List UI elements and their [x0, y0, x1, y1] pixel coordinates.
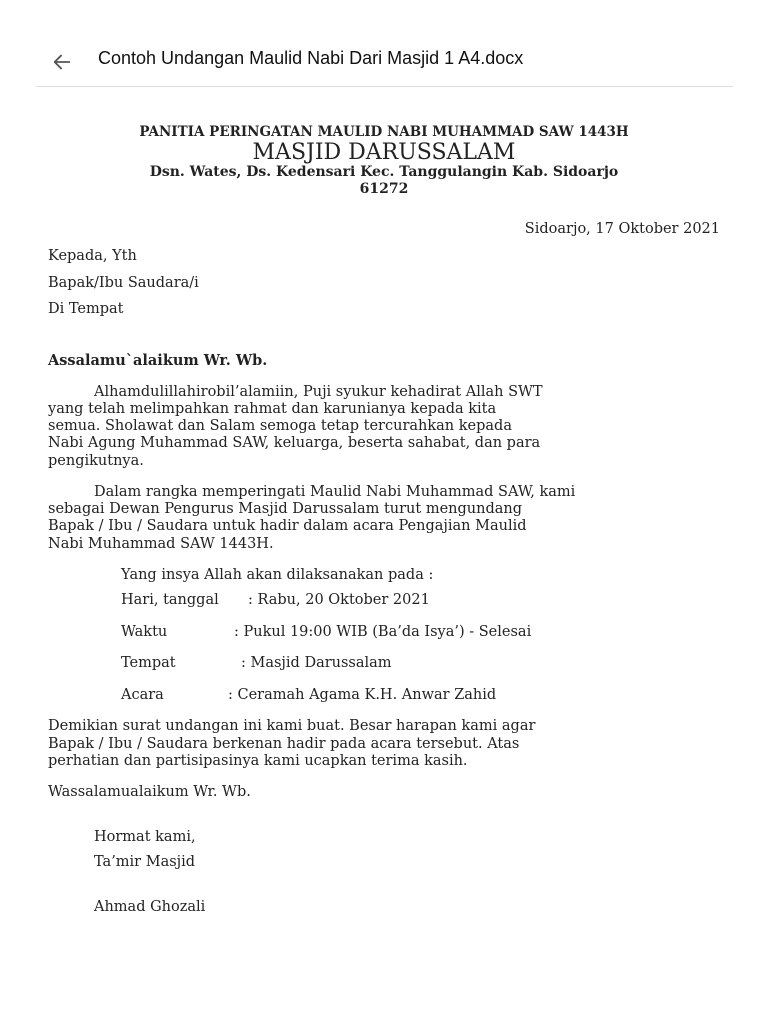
detail-value-event: : Ceramah Agama K.H. Anwar Zahid: [228, 687, 497, 703]
detail-value-place: : Masjid Darussalam: [241, 655, 392, 671]
back-button[interactable]: [48, 48, 76, 76]
paragraph-2-line: Nabi Muhammad SAW 1443H.: [48, 536, 274, 552]
address-line-2: 61272: [359, 181, 409, 197]
arrow-left-icon: [51, 51, 73, 73]
mosque-heading: MASJID DARUSSALAM: [252, 140, 516, 165]
paragraph-1-line: Nabi Agung Muhammad SAW, keluarga, beserta sahabat, dan para: [48, 435, 541, 451]
detail-value-time: : Pukul 19:00 WIB (Ba’da Isya’) - Selesai: [234, 624, 532, 640]
paragraph-1-line: Alhamdulillahirobil’alamiin, Puji syukur kehadirat Allah SWT: [94, 384, 543, 400]
paragraph-1-line: semua. Sholawat dan Salam semoga tetap tercurahkan kepada: [48, 418, 512, 434]
paragraph-2-line: Dalam rangka memperingati Maulid Nabi Muhammad SAW, kami: [94, 484, 576, 500]
paragraph-2-line: sebagai Dewan Pengurus Masjid Darussalam turut mengundang: [48, 501, 523, 517]
closing-line: Bapak / Ibu / Saudara berkenan hadir pada acara tersebut. Atas: [48, 736, 520, 752]
closing-line: Demikian surat undangan ini kami buat. Besar harapan kami agar: [48, 718, 536, 734]
paragraph-1-line: pengikutnya.: [48, 453, 144, 469]
schedule-intro: Yang insya Allah akan dilaksanakan pada :: [121, 567, 434, 583]
signer-name: Ahmad Ghozali: [94, 899, 206, 915]
farewell: Wassalamualaikum Wr. Wb.: [48, 784, 251, 800]
detail-label-time: Waktu: [121, 624, 168, 640]
greeting: Assalamu`alaikum Wr. Wb.: [48, 352, 268, 369]
paragraph-1-line: yang telah melimpahkan rahmat dan karunianya kepada kita: [48, 401, 497, 417]
closing-line: perhatian dan partisipasinya kami ucapkan terima kasih.: [48, 753, 468, 769]
app-bar: [36, 36, 733, 87]
signer-role: Ta’mir Masjid: [94, 854, 196, 870]
committee-heading: PANITIA PERINGATAN MAULID NABI MUHAMMAD SAW 1443H: [139, 124, 629, 140]
place-line: Di Tempat: [48, 301, 124, 317]
detail-label-date: Hari, tanggal: [121, 592, 219, 608]
recipient-line: Bapak/Ibu Saudara/i: [48, 275, 199, 291]
address-line-1: Dsn. Wates, Ds. Kedensari Kec. Tanggulangin Kab. Sidoarjo: [149, 164, 619, 180]
to-line: Kepada, Yth: [48, 248, 137, 264]
paragraph-2-line: Bapak / Ibu / Saudara untuk hadir dalam acara Pengajian Maulid: [48, 518, 527, 534]
detail-label-place: Tempat: [121, 655, 176, 671]
detail-value-date: : Rabu, 20 Oktober 2021: [248, 592, 430, 608]
document-title: Contoh Undangan Maulid Nabi Dari Masjid 1 A4.docx: [98, 48, 524, 68]
detail-label-event: Acara: [121, 687, 164, 703]
regards: Hormat kami,: [94, 829, 196, 845]
letter-date: Sidoarjo, 17 Oktober 2021: [524, 221, 720, 237]
